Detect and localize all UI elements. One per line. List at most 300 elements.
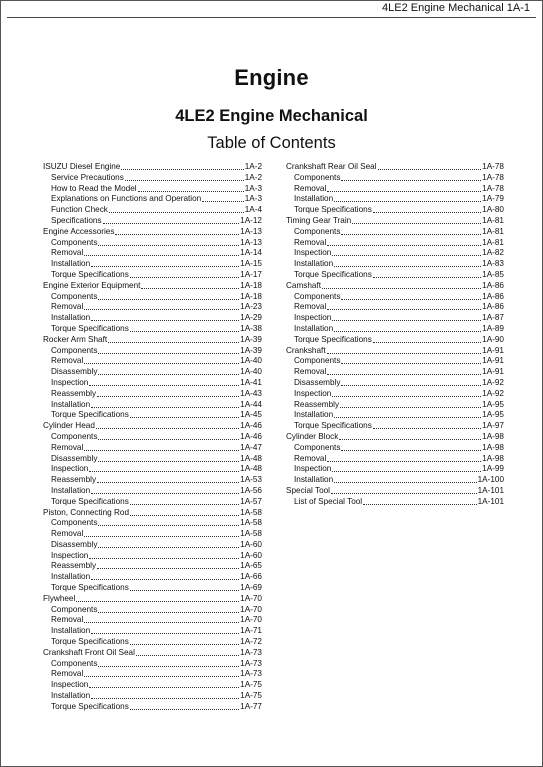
toc-entry-page: 1A-44 <box>240 399 262 409</box>
toc-entry[interactable] <box>286 367 504 378</box>
toc-entry-label: Disassembly <box>51 453 98 463</box>
toc-entry-label: Torque Specifications <box>294 269 372 279</box>
dot-leader <box>91 572 239 580</box>
dot-leader <box>96 421 239 429</box>
toc-entry-page: 1A-56 <box>240 485 262 495</box>
toc-entry[interactable] <box>286 248 504 259</box>
toc-entry-page: 1A-91 <box>482 345 504 355</box>
toc-entry-page: 1A-92 <box>482 377 504 387</box>
toc-entry[interactable] <box>43 292 262 303</box>
toc-entry-page: 1A-75 <box>240 680 262 690</box>
dot-leader <box>363 497 476 505</box>
toc-entry-label: Torque Specifications <box>51 637 129 647</box>
toc-entry-page: 1A-43 <box>240 388 262 398</box>
toc-entry-label: Reassembly <box>51 561 97 571</box>
toc-entry-label: Removal <box>51 669 84 679</box>
toc-entry-page: 1A-81 <box>482 226 504 236</box>
toc-entry[interactable] <box>43 454 262 465</box>
toc-entry[interactable] <box>43 216 262 227</box>
dot-leader <box>84 248 239 256</box>
toc-entry[interactable] <box>286 497 504 508</box>
toc-entry-page: 1A-98 <box>482 453 504 463</box>
toc-entry-page: 1A-82 <box>482 248 504 258</box>
toc-entry-label: Installation <box>294 410 334 420</box>
toc-entry[interactable] <box>286 346 504 357</box>
toc-entry-label: Torque Specifications <box>51 410 129 420</box>
dot-leader <box>109 205 244 213</box>
toc-entry-page: 1A-79 <box>482 194 504 204</box>
toc-entry-page: 1A-101 <box>477 496 504 506</box>
toc-entry-page: 1A-89 <box>482 323 504 333</box>
toc-entry-label: Torque Specifications <box>51 701 129 711</box>
toc-entry[interactable] <box>43 518 262 529</box>
toc-entry[interactable] <box>43 508 262 519</box>
toc-entry[interactable] <box>43 173 262 184</box>
toc-entry-label: Removal <box>51 442 84 452</box>
toc-entry-page: 1A-18 <box>240 291 262 301</box>
toc-entry-label: Special Tool <box>286 485 330 495</box>
toc-entry-label: Components <box>51 345 98 355</box>
toc-entry[interactable] <box>286 292 504 303</box>
toc-entry-label: Removal <box>294 237 327 247</box>
toc-entry-label: Installation <box>51 572 91 582</box>
toc-entry-label: Torque Specifications <box>51 323 129 333</box>
dot-leader <box>130 497 239 505</box>
dot-leader <box>332 313 481 321</box>
dot-leader <box>125 173 244 181</box>
toc-entry[interactable] <box>43 637 262 648</box>
toc-entry-label: Piston, Connecting Rod <box>43 507 130 517</box>
toc-entry-label: Torque Specifications <box>51 496 129 506</box>
toc-entry-page: 1A-45 <box>240 410 262 420</box>
toc-entry-label: Installation <box>51 626 91 636</box>
toc-entry[interactable] <box>43 561 262 572</box>
toc-entry-page: 1A-71 <box>240 626 262 636</box>
toc-entry-label: Components <box>51 431 98 441</box>
toc-entry[interactable] <box>43 626 262 637</box>
toc-entry[interactable] <box>43 648 262 659</box>
toc-entry-page: 1A-70 <box>240 604 262 614</box>
dot-leader <box>339 432 481 440</box>
toc-entry-page: 1A-4 <box>244 205 262 215</box>
toc-entry[interactable] <box>286 389 504 400</box>
toc-entry[interactable] <box>286 410 504 421</box>
toc-entry-page: 1A-13 <box>240 237 262 247</box>
toc-entry-label: Disassembly <box>294 377 341 387</box>
toc-entry[interactable] <box>43 443 262 454</box>
toc-entry-page: 1A-98 <box>482 442 504 452</box>
dot-leader <box>327 367 481 375</box>
toc-entry-page: 1A-73 <box>240 658 262 668</box>
toc-entry[interactable] <box>286 454 504 465</box>
dot-leader <box>352 216 481 224</box>
dot-leader <box>91 691 239 699</box>
toc-entry-page: 1A-14 <box>240 248 262 258</box>
toc-entry-page: 1A-47 <box>240 442 262 452</box>
toc-entry-label: Cylinder Block <box>286 431 339 441</box>
toc-entry-page: 1A-48 <box>240 453 262 463</box>
dot-leader <box>331 486 477 494</box>
dot-leader <box>121 162 243 170</box>
toc-entry[interactable] <box>43 259 262 270</box>
toc-entry[interactable] <box>43 680 262 691</box>
toc-entry-page: 1A-39 <box>240 345 262 355</box>
dot-leader <box>341 292 481 300</box>
toc-entry-label: Inspection <box>294 313 332 323</box>
toc-entry[interactable] <box>43 400 262 411</box>
toc-entry-page: 1A-77 <box>240 701 262 711</box>
toc-entry-label: Reassembly <box>51 475 97 485</box>
dot-leader <box>378 162 482 170</box>
toc-entry[interactable] <box>43 346 262 357</box>
page-subtitle: 4LE2 Engine Mechanical <box>175 107 368 125</box>
toc-entry[interactable] <box>43 367 262 378</box>
toc-entry[interactable] <box>43 529 262 540</box>
toc-entry[interactable] <box>43 389 262 400</box>
toc-entry-page: 1A-85 <box>482 269 504 279</box>
toc-entry-page: 1A-3 <box>244 183 262 193</box>
toc-entry-page: 1A-73 <box>240 669 262 679</box>
toc-entry[interactable] <box>43 691 262 702</box>
dot-leader <box>130 702 239 710</box>
toc-entry[interactable] <box>43 605 262 616</box>
toc-entry-label: Service Precautions <box>51 172 124 182</box>
toc-entry-page: 1A-46 <box>240 431 262 441</box>
toc-entry-page: 1A-41 <box>240 377 262 387</box>
toc-entry[interactable] <box>286 378 504 389</box>
toc-entry[interactable] <box>43 594 262 605</box>
toc-entry[interactable] <box>286 464 504 475</box>
toc-entry-label: Camshaft <box>286 280 322 290</box>
dot-leader <box>98 292 239 300</box>
toc-entry[interactable] <box>43 702 262 713</box>
toc-entry[interactable] <box>286 259 504 270</box>
toc-entry[interactable] <box>43 313 262 324</box>
dot-leader <box>332 248 481 256</box>
dot-leader <box>327 454 481 462</box>
toc-entry[interactable] <box>43 378 262 389</box>
toc-entry-page: 1A-78 <box>482 162 504 171</box>
toc-entry-page: 1A-18 <box>240 280 262 290</box>
toc-entry-label: Removal <box>294 453 327 463</box>
dot-leader <box>341 378 481 386</box>
toc-entry[interactable] <box>43 270 262 281</box>
toc-entry-label: Rocker Arm Shaft <box>43 334 108 344</box>
toc-entry-page: 1A-98 <box>482 431 504 441</box>
dot-leader <box>130 324 239 332</box>
dot-leader <box>97 561 239 569</box>
toc-entry-label: Inspection <box>51 550 89 560</box>
dot-leader <box>130 410 239 418</box>
toc-entry-label: Inspection <box>51 464 89 474</box>
toc-entry-page: 1A-65 <box>240 561 262 571</box>
toc-entry-label: Installation <box>294 323 334 333</box>
toc-entry-page: 1A-95 <box>482 399 504 409</box>
toc-entry-page: 1A-57 <box>240 496 262 506</box>
dot-leader <box>341 227 481 235</box>
toc-right-column <box>286 162 504 508</box>
toc-entry[interactable] <box>43 497 262 508</box>
toc-entry[interactable] <box>43 475 262 486</box>
toc-entry[interactable] <box>286 184 504 195</box>
dot-leader <box>334 324 481 332</box>
toc-entry[interactable] <box>43 669 262 680</box>
dot-leader <box>327 302 481 310</box>
toc-entry-page: 1A-86 <box>482 302 504 312</box>
toc-entry[interactable] <box>286 270 504 281</box>
toc-entry-label: Removal <box>294 302 327 312</box>
toc-entry-label: Torque Specifications <box>294 205 372 215</box>
dot-leader <box>103 216 240 224</box>
dot-leader <box>84 443 239 451</box>
toc-entry-label: Removal <box>51 615 84 625</box>
dot-leader <box>97 389 239 397</box>
toc-entry-page: 1A-86 <box>482 280 504 290</box>
toc-entry[interactable] <box>43 486 262 497</box>
toc-entry[interactable] <box>43 302 262 313</box>
toc-entry-page: 1A-12 <box>240 215 262 225</box>
toc-entry-page: 1A-58 <box>240 518 262 528</box>
toc-entry-page: 1A-58 <box>240 529 262 539</box>
toc-entry-label: Timing Gear Train <box>286 215 352 225</box>
dot-leader <box>98 605 239 613</box>
dot-leader <box>373 205 481 213</box>
toc-entry-label: Disassembly <box>51 539 98 549</box>
toc-entry-page: 1A-58 <box>240 507 262 517</box>
dot-leader <box>373 270 481 278</box>
dot-leader <box>115 227 239 235</box>
dot-leader <box>98 238 239 246</box>
toc-entry[interactable] <box>43 356 262 367</box>
dot-leader <box>89 680 239 688</box>
toc-entry-page: 1A-81 <box>482 215 504 225</box>
toc-entry[interactable] <box>43 410 262 421</box>
toc-entry-label: Inspection <box>51 680 89 690</box>
toc-entry-label: Installation <box>294 475 334 485</box>
toc-entry-label: Removal <box>51 529 84 539</box>
dot-leader <box>84 302 239 310</box>
toc-entry[interactable] <box>43 227 262 238</box>
toc-entry[interactable] <box>286 227 504 238</box>
toc-entry[interactable] <box>43 324 262 335</box>
toc-entry-label: List of Special Tool <box>294 496 363 506</box>
dot-leader <box>91 400 239 408</box>
toc-entry-page: 1A-91 <box>482 367 504 377</box>
toc-entry-page: 1A-92 <box>482 388 504 398</box>
toc-entry[interactable] <box>43 615 262 626</box>
dot-leader <box>341 356 481 364</box>
toc-entry[interactable] <box>286 421 504 432</box>
dot-leader <box>91 486 239 494</box>
toc-entry-page: 1A-78 <box>482 183 504 193</box>
toc-entry[interactable] <box>43 421 262 432</box>
dot-leader <box>98 518 239 526</box>
dot-leader <box>130 508 239 516</box>
toc-entry-page: 1A-101 <box>477 485 504 495</box>
toc-entry-label: Components <box>51 518 98 528</box>
toc-entry[interactable] <box>43 238 262 249</box>
toc-entry-label: Installation <box>294 194 334 204</box>
toc-entry-label: Torque Specifications <box>51 269 129 279</box>
dot-leader <box>98 367 239 375</box>
toc-entry-label: Installation <box>51 399 91 409</box>
toc-entry-page: 1A-23 <box>240 302 262 312</box>
dot-leader <box>130 270 239 278</box>
toc-entry[interactable] <box>286 216 504 227</box>
dot-leader <box>84 529 239 537</box>
toc-entry-label: Components <box>51 658 98 668</box>
toc-entry-page: 1A-53 <box>240 475 262 485</box>
dot-leader <box>91 259 239 267</box>
toc-entry[interactable] <box>43 335 262 346</box>
toc-entry-label: Reassembly <box>294 399 340 409</box>
toc-entry-page: 1A-69 <box>240 583 262 593</box>
toc-entry[interactable] <box>43 572 262 583</box>
toc-entry-label: Installation <box>294 259 334 269</box>
toc-entry[interactable] <box>286 238 504 249</box>
toc-entry[interactable] <box>286 313 504 324</box>
toc-entry-page: 1A-83 <box>482 259 504 269</box>
dot-leader <box>373 335 481 343</box>
toc-entry-label: Components <box>294 226 341 236</box>
toc-entry[interactable] <box>286 475 504 486</box>
toc-entry-label: Function Check <box>51 205 108 215</box>
toc-entry[interactable] <box>43 184 262 195</box>
toc-entry-label: Torque Specifications <box>294 334 372 344</box>
toc-entry-label: Installation <box>51 259 91 269</box>
toc-entry[interactable] <box>43 659 262 670</box>
toc-entry-label: Components <box>51 237 98 247</box>
toc-entry[interactable] <box>286 356 504 367</box>
toc-entry-label: Removal <box>294 183 327 193</box>
dot-leader <box>334 194 481 202</box>
toc-entry-page: 1A-38 <box>240 323 262 333</box>
toc-entry[interactable] <box>43 432 262 443</box>
toc-entry-label: Components <box>294 172 341 182</box>
toc-entry[interactable] <box>286 281 504 292</box>
dot-leader <box>373 421 481 429</box>
toc-entry-page: 1A-17 <box>240 269 262 279</box>
dot-leader <box>141 281 239 289</box>
dot-leader <box>334 475 476 483</box>
toc-entry-label: Installation <box>51 691 91 701</box>
dot-leader <box>89 464 239 472</box>
dot-leader <box>327 238 481 246</box>
toc-entry-label: ISUZU Diesel Engine <box>43 162 121 171</box>
toc-entry-label: Torque Specifications <box>51 583 129 593</box>
toc-entry[interactable] <box>286 173 504 184</box>
toc-entry-label: Inspection <box>294 464 332 474</box>
toc-entry[interactable] <box>43 281 262 292</box>
toc-entry-page: 1A-86 <box>482 291 504 301</box>
dot-leader <box>98 346 239 354</box>
toc-entry[interactable] <box>286 443 504 454</box>
toc-entry-page: 1A-70 <box>240 593 262 603</box>
toc-entry-page: 1A-40 <box>240 367 262 377</box>
toc-entry-page: 1A-48 <box>240 464 262 474</box>
toc-entry-label: Torque Specifications <box>294 421 372 431</box>
page-title: Engine <box>234 65 309 90</box>
header-rule <box>7 17 536 18</box>
toc-entry-page: 1A-100 <box>477 475 504 485</box>
toc-entry-page: 1A-60 <box>240 539 262 549</box>
toc-entry-page: 1A-2 <box>244 172 262 182</box>
toc-entry[interactable] <box>286 205 504 216</box>
toc-entry-page: 1A-3 <box>244 194 262 204</box>
dot-leader <box>136 648 239 656</box>
dot-leader <box>76 594 239 602</box>
toc-entry[interactable] <box>286 486 504 497</box>
toc-entry[interactable] <box>286 400 504 411</box>
toc-entry[interactable] <box>286 162 504 173</box>
toc-entry-label: Inspection <box>51 377 89 387</box>
toc-entry-label: Components <box>51 291 98 301</box>
toc-entry[interactable] <box>43 194 262 205</box>
toc-entry-page: 1A-81 <box>482 237 504 247</box>
toc-entry-label: Installation <box>51 313 91 323</box>
dot-leader <box>89 378 239 386</box>
toc-entry[interactable] <box>43 551 262 562</box>
toc-entry[interactable] <box>43 464 262 475</box>
toc-entry-page: 1A-15 <box>240 259 262 269</box>
toc-entry-label: Disassembly <box>51 367 98 377</box>
toc-entry-label: Crankshaft Rear Oil Seal <box>286 162 377 171</box>
toc-entry-page: 1A-75 <box>240 691 262 701</box>
toc-entry[interactable] <box>286 432 504 443</box>
running-head: 4LE2 Engine Mechanical 1A-1 <box>382 2 530 14</box>
dot-leader <box>327 184 481 192</box>
toc-entry[interactable] <box>43 583 262 594</box>
toc-entry[interactable] <box>286 302 504 313</box>
toc-entry[interactable] <box>286 335 504 346</box>
toc-entry[interactable] <box>43 540 262 551</box>
toc-entry[interactable] <box>286 324 504 335</box>
toc-entry-label: Crankshaft Front Oil Seal <box>43 647 135 657</box>
toc-entry-page: 1A-2 <box>244 162 262 171</box>
toc-entry-label: Components <box>294 442 341 452</box>
dot-leader <box>130 637 239 645</box>
toc-entry-page: 1A-60 <box>240 550 262 560</box>
toc-entry[interactable] <box>43 248 262 259</box>
toc-entry-label: Specifications <box>51 215 102 225</box>
toc-entry-page: 1A-70 <box>240 615 262 625</box>
toc-entry-label: Removal <box>51 248 84 258</box>
toc-entry-label: How to Read the Model <box>51 183 137 193</box>
toc-entry[interactable] <box>43 162 262 173</box>
toc-entry-page: 1A-99 <box>482 464 504 474</box>
toc-entry-label: Inspection <box>294 248 332 258</box>
dot-leader <box>98 540 239 548</box>
toc-entry-page: 1A-95 <box>482 410 504 420</box>
toc-entry-label: Engine Exterior Equipment <box>43 280 141 290</box>
toc-entry-page: 1A-13 <box>240 226 262 236</box>
dot-leader <box>130 583 239 591</box>
dot-leader <box>202 194 244 202</box>
dot-leader <box>84 356 239 364</box>
toc-entry-label: Crankshaft <box>286 345 326 355</box>
toc-entry-page: 1A-73 <box>240 647 262 657</box>
toc-entry-label: Cylinder Head <box>43 421 95 431</box>
toc-entry[interactable] <box>43 205 262 216</box>
toc-entry-page: 1A-80 <box>482 205 504 215</box>
toc-entry-page: 1A-87 <box>482 313 504 323</box>
toc-entry[interactable] <box>286 194 504 205</box>
toc-entry-label: Removal <box>294 367 327 377</box>
toc-entry-page: 1A-97 <box>482 421 504 431</box>
dot-leader <box>327 346 482 354</box>
toc-entry-page: 1A-90 <box>482 334 504 344</box>
toc-entry-page: 1A-29 <box>240 313 262 323</box>
